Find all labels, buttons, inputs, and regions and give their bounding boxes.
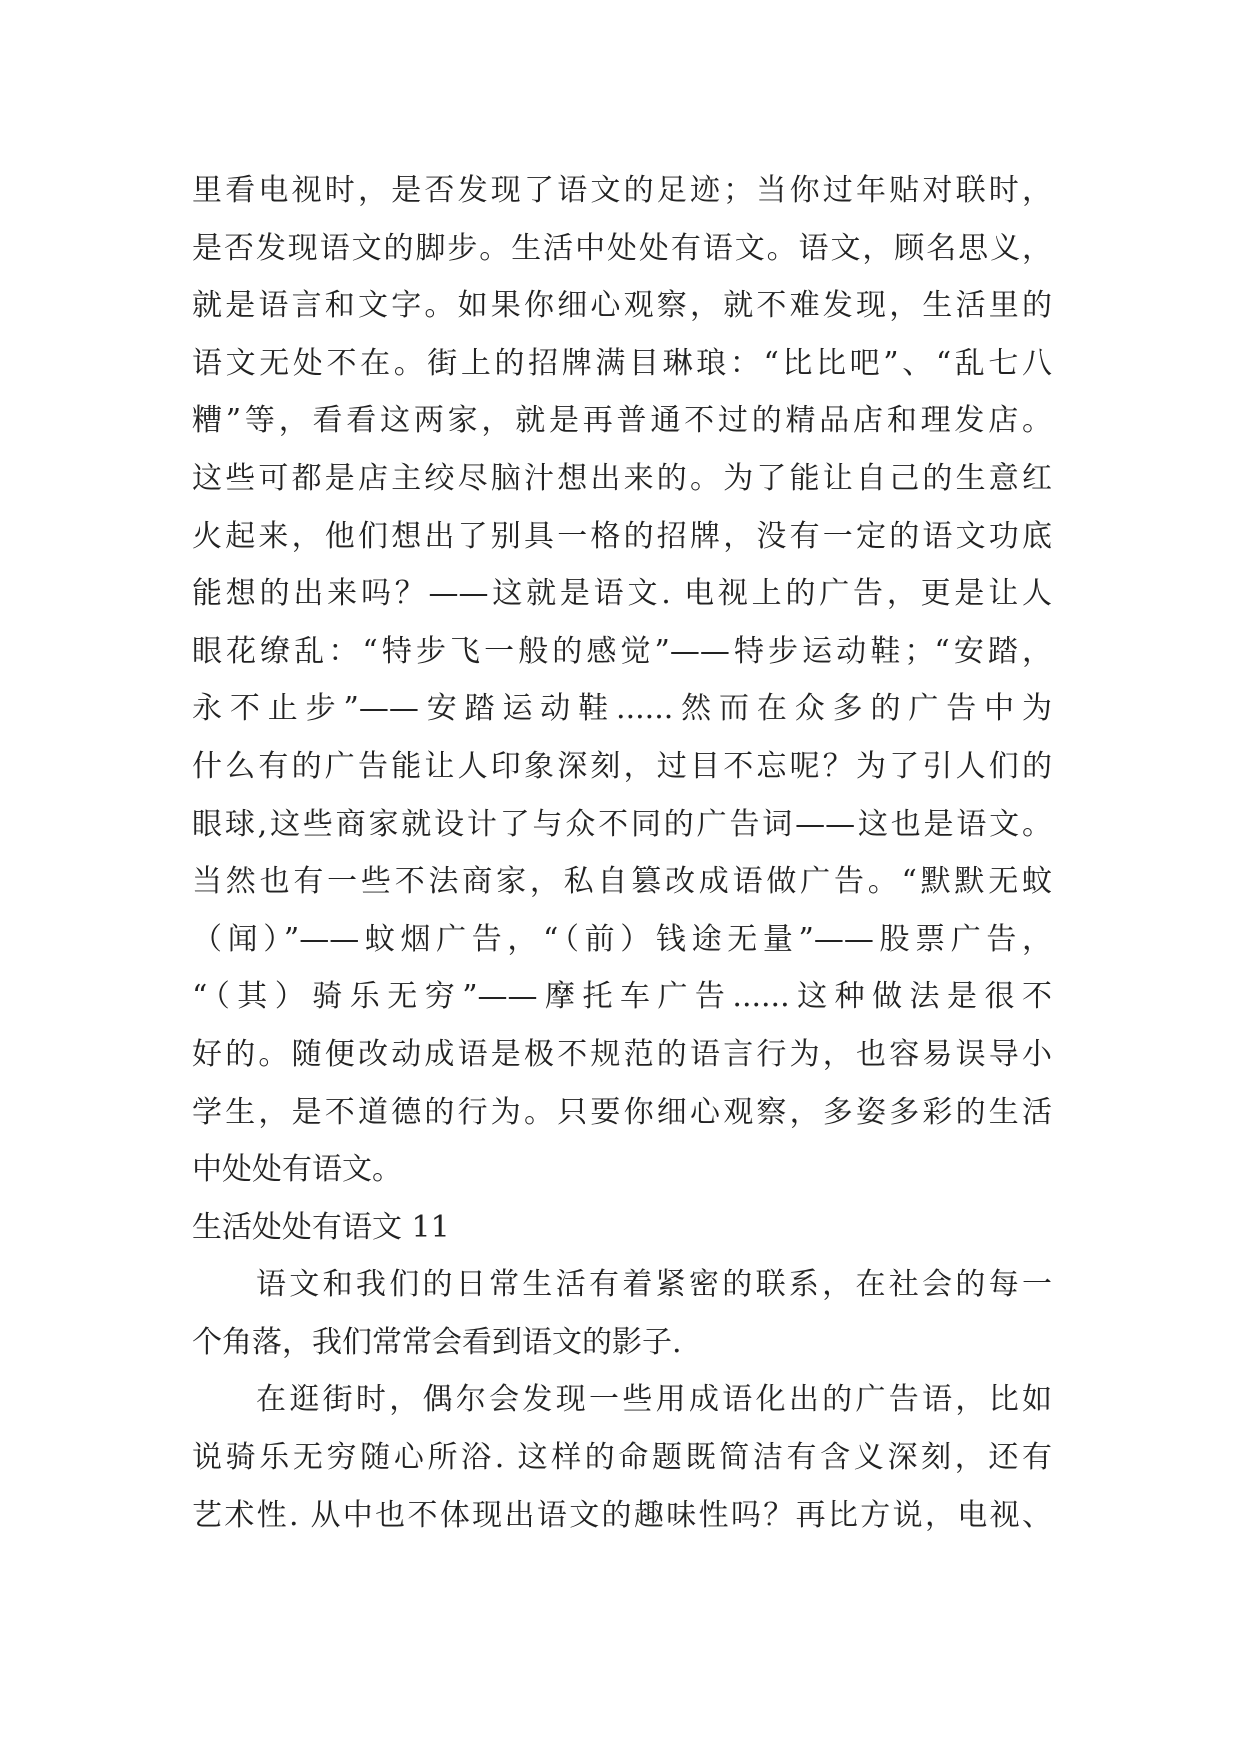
paragraph-1 (192, 162, 1052, 1199)
text-line: 能想的出来吗？——这就是语文. 电视上的广告，更是让人 (192, 576, 1052, 612)
text-line: 在逛街时，偶尔会发现一些用成语化出的广告语，比如 (256, 1382, 1052, 1418)
text-line: 中处处有语文。 (192, 1152, 402, 1188)
paragraph-2 (192, 1256, 1052, 1371)
text-line: 眼球,这些商家就设计了与众不同的广告词——这也是语文。 (192, 806, 1052, 842)
text-line: 语文无处不在。街上的招牌满目琳琅：“比比吧”、“乱七八 (192, 345, 1052, 381)
text-line: 语文和我们的日常生活有着紧密的联系，在社会的每一 (256, 1267, 1052, 1303)
section-heading: 生活处处有语文 11 (192, 1209, 450, 1245)
text-line: 当然也有一些不法商家，私自篡改成语做广告。“默默无蚊 (192, 864, 1052, 900)
text-line: 眼花缭乱：“特步飞一般的感觉”——特步运动鞋；“安踏， (192, 633, 1052, 669)
text-line: 火起来，他们想出了别具一格的招牌，没有一定的语文功底 (192, 518, 1052, 554)
text-line: 糟”等，看看这两家，就是再普通不过的精品店和理发店。 (192, 403, 1052, 439)
text-line: 学生，是不道德的行为。只要你细心观察，多姿多彩的生活 (192, 1094, 1052, 1130)
text-line: 好的。随便改动成语是极不规范的语言行为，也容易误导小 (192, 1036, 1052, 1072)
text-line: 个角落，我们常常会看到语文的影子. (192, 1324, 682, 1360)
text-line: “（其）骑乐无穷”——摩托车广告......这种做法是很不 (192, 979, 1052, 1015)
document-body (192, 162, 1052, 1544)
text-line: 里看电视时，是否发现了语文的足迹；当你过年贴对联时， (192, 173, 1052, 208)
text-line: 就是语言和文字。如果你细心观察，就不难发现，生活里的 (192, 288, 1052, 324)
paragraph-3 (192, 1371, 1052, 1544)
text-line: 什么有的广告能让人印象深刻，过目不忘呢？为了引人们的 (192, 748, 1052, 784)
text-line: 艺术性. 从中也不体现出语文的趣味性吗？再比方说，电视、 (192, 1497, 1052, 1533)
text-line: （闻）”——蚊烟广告，“（前）钱途无量”——股票广告， (192, 921, 1052, 957)
text-line: 永不止步”——安踏运动鞋......然而在众多的广告中为 (192, 691, 1052, 727)
text-line: 是否发现语文的脚步。生活中处处有语文。语文，顾名思义， (192, 230, 1052, 266)
text-line: 说骑乐无穷随心所浴. 这样的命题既简洁有含义深刻，还有 (192, 1440, 1052, 1476)
text-line: 这些可都是店主绞尽脑汁想出来的。为了能让自己的生意红 (192, 460, 1052, 496)
